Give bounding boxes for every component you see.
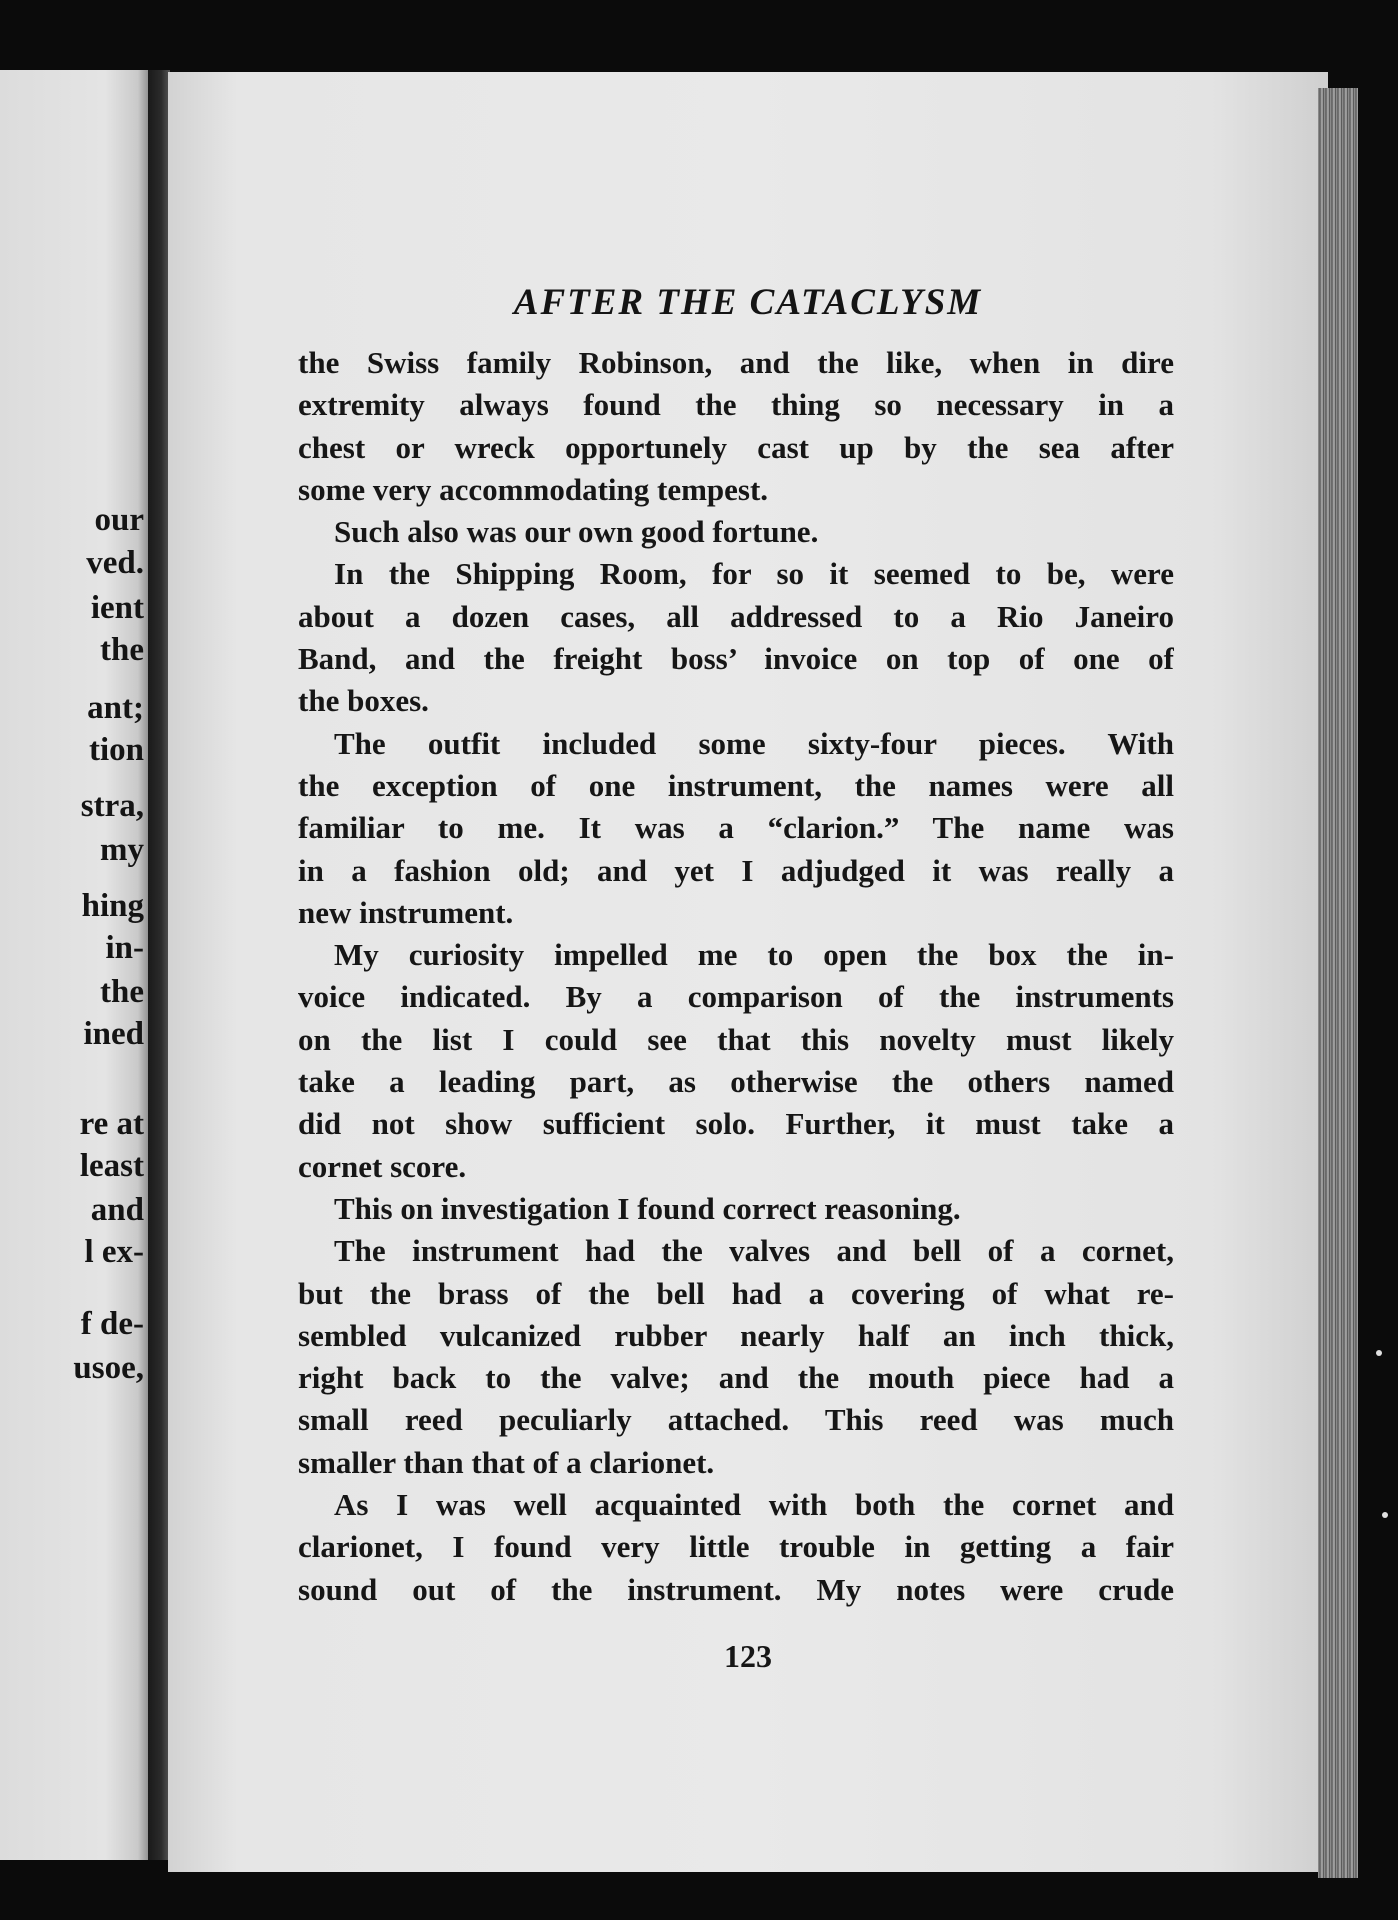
left-page-text-fragment: my <box>100 832 144 868</box>
left-page-text-fragment: l ex- <box>84 1234 144 1270</box>
text-line: familiar to me. It was a “clarion.” The name was <box>298 810 1174 846</box>
text-line: take a leading part, as otherwise the others named <box>298 1064 1174 1100</box>
text-line: did not show sufficient solo. Further, it must take a <box>298 1106 1174 1142</box>
page-number: 123 <box>724 1638 772 1674</box>
body-text <box>298 342 1174 1611</box>
running-header: AFTER THE CATACLYSM <box>513 282 983 323</box>
text-line: the boxes. <box>298 683 429 719</box>
text-line: smaller than that of a clarionet. <box>298 1444 715 1480</box>
text-line: The outfit included some sixty-four pieces. With <box>334 725 1174 761</box>
left-page-text-fragment: tion <box>88 732 144 768</box>
scan-speck <box>1382 1512 1388 1518</box>
left-page-text-fragment: least <box>79 1148 144 1184</box>
text-line: My curiosity impelled me to open the box the in- <box>334 937 1174 973</box>
left-page-text-fragment: ined <box>83 1016 144 1052</box>
left-page-text-fragment: usoe, <box>73 1350 144 1386</box>
text-line: small reed peculiarly attached. This reed was much <box>298 1402 1174 1438</box>
text-line: clarionet, I found very little trouble in getting a fair <box>298 1529 1174 1565</box>
text-line: This on investigation I found correct reasoning. <box>334 1190 961 1226</box>
text-line: right back to the valve; and the mouth piece had a <box>298 1360 1174 1396</box>
left-page-text-fragment: hing <box>81 888 144 924</box>
text-line: Band, and the freight boss’ invoice on top of one of <box>298 641 1174 677</box>
text-line: sound out of the instrument. My notes were crude <box>298 1571 1174 1607</box>
text-line: extremity always found the thing so necessary in a <box>298 387 1174 423</box>
text-line: the Swiss family Robinson, and the like, when in dire <box>298 345 1174 380</box>
left-page-fragment <box>0 70 150 1860</box>
left-page-text-fragment: ient <box>90 590 144 626</box>
text-line: some very accommodating tempest. <box>298 471 769 507</box>
text-line: chest or wreck opportunely cast up by the sea after <box>298 429 1174 465</box>
text-line: Such also was our own good fortune. <box>334 514 819 550</box>
left-page-text-fragment: stra, <box>80 788 144 824</box>
text-line: In the Shipping Room, for so it seemed to be, were <box>334 556 1174 592</box>
left-page-text-fragment: the <box>100 974 144 1010</box>
text-line: sembled vulcanized rubber nearly half an inch thick, <box>298 1317 1174 1353</box>
text-line: on the list I could see that this novelty must likely <box>298 1021 1174 1057</box>
book-page <box>168 72 1328 1872</box>
text-line: in a fashion old; and yet I adjudged it was really a <box>298 852 1174 888</box>
text-line: but the brass of the bell had a covering of what re- <box>298 1275 1174 1311</box>
text-line: cornet score. <box>298 1148 467 1184</box>
book-gutter <box>148 70 170 1860</box>
left-page-text-fragment: ved. <box>86 545 144 581</box>
left-page-text-fragment: our <box>94 502 144 538</box>
page-edges <box>1318 88 1358 1878</box>
left-page-text-fragment: re at <box>79 1106 144 1142</box>
text-line: new instrument. <box>298 894 514 930</box>
text-line: voice indicated. By a comparison of the instruments <box>298 979 1174 1015</box>
left-page-text-fragment: ant; <box>87 690 144 726</box>
scan-speck <box>1376 1350 1382 1356</box>
left-page-text-fragment: the <box>100 632 144 668</box>
text-line: the exception of one instrument, the names were all <box>298 767 1174 803</box>
left-page-text-fragment: and <box>90 1192 144 1228</box>
left-page-text-fragment: f de- <box>80 1306 144 1342</box>
left-page-text-fragment: in- <box>105 930 144 966</box>
text-line: As I was well acquainted with both the cornet and <box>334 1487 1174 1523</box>
text-line: about a dozen cases, all addressed to a Rio Janeiro <box>298 598 1174 634</box>
text-line: The instrument had the valves and bell of a cornet, <box>334 1233 1174 1269</box>
